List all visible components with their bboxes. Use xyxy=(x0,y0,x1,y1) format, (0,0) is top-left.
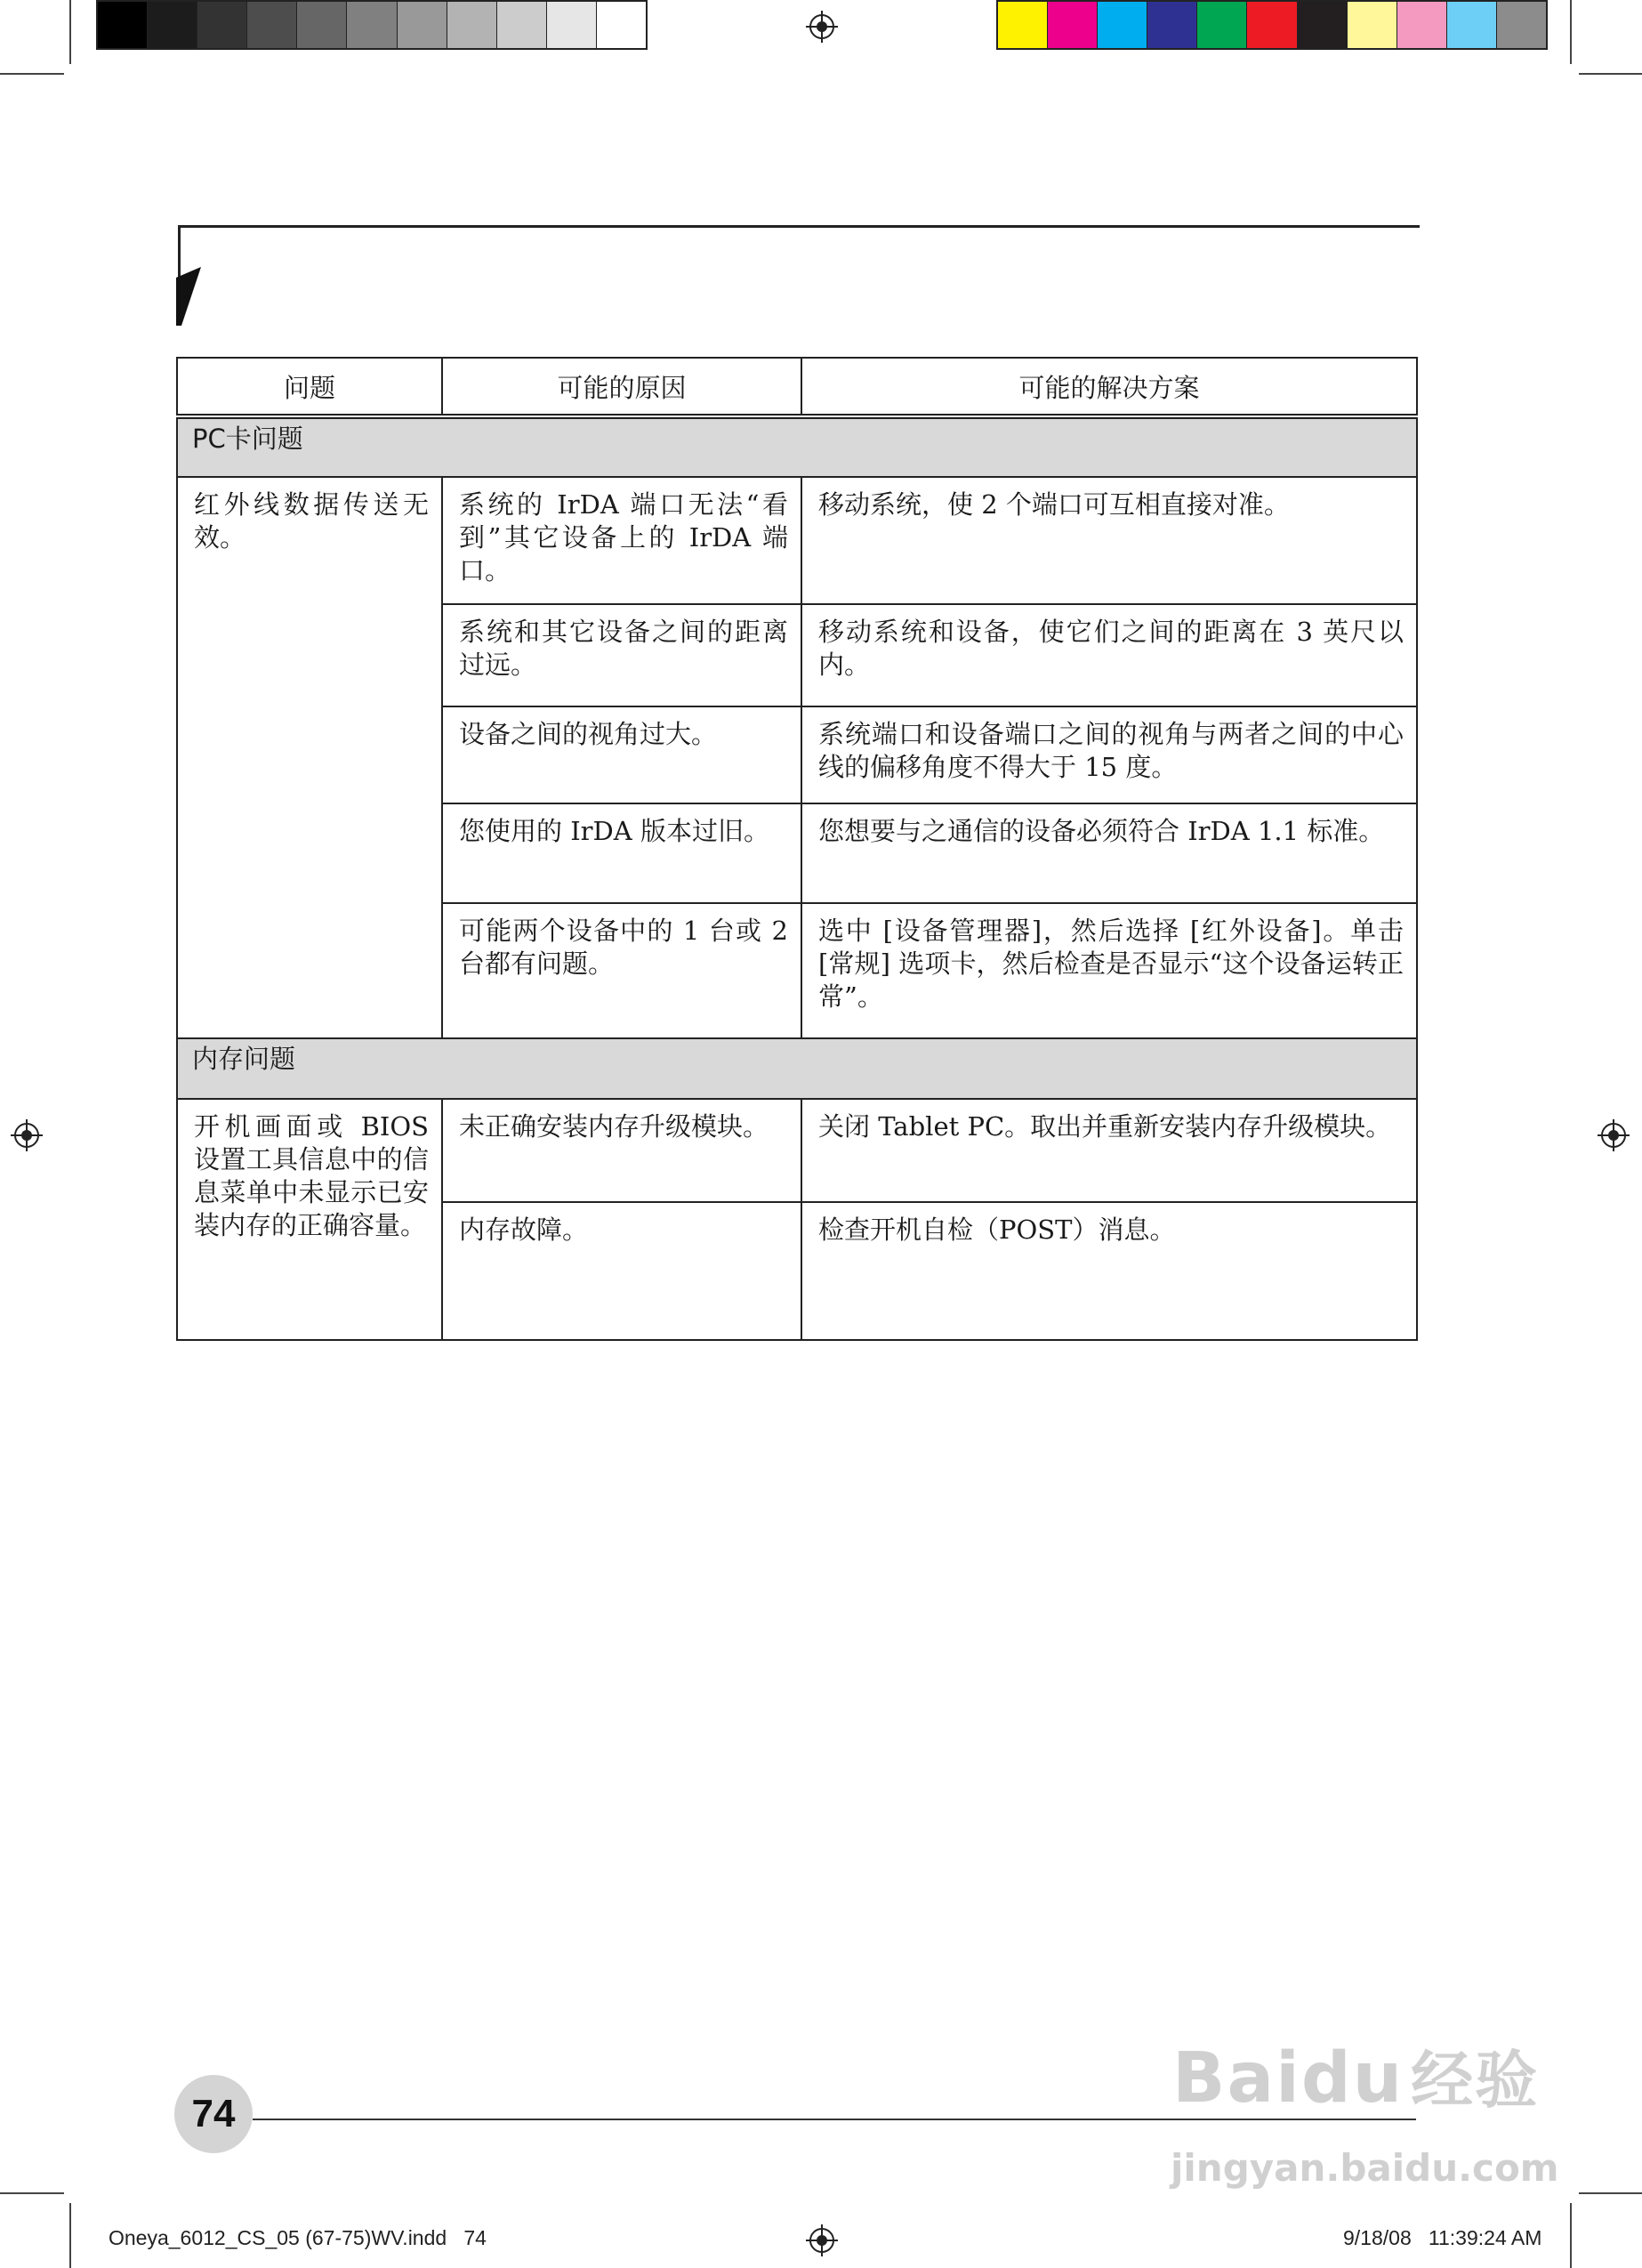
gray-swatch-3 xyxy=(197,2,247,48)
color-swatch-2 xyxy=(1048,2,1098,48)
section-row-pc-card xyxy=(177,416,1417,477)
solution-cell: 关闭 Tablet PC。取出并重新安装内存升级模块。 xyxy=(801,1099,1417,1202)
cause-cell: 内存故障。 xyxy=(442,1202,801,1340)
watermark-paw: du xyxy=(1300,2038,1405,2119)
watermark-brand: Bai xyxy=(1172,2038,1301,2119)
color-swatch-5 xyxy=(1197,2,1247,48)
problem-cell: 红外线数据传送无效。 xyxy=(177,477,442,1038)
color-swatch-7 xyxy=(1298,2,1348,48)
watermark-logo xyxy=(1172,2030,1539,2120)
process-color-bar xyxy=(996,0,1548,50)
registration-mark-icon xyxy=(806,11,838,43)
chapter-wedge-icon xyxy=(176,267,203,326)
crop-mark xyxy=(69,2203,71,2268)
grayscale-color-bar xyxy=(96,0,648,50)
gray-swatch-5 xyxy=(297,2,347,48)
color-swatch-9 xyxy=(1397,2,1447,48)
section-title: 内存问题 xyxy=(177,1038,1417,1099)
solution-cell: 移动系统和设备，使它们之间的距离在 3 英尺以内。 xyxy=(801,604,1417,706)
color-swatch-4 xyxy=(1147,2,1197,48)
table-header-row xyxy=(177,358,1417,416)
footer-file-name: Oneya_6012_CS_05 (67-75)WV.indd 74 xyxy=(109,2226,487,2249)
color-swatch-1 xyxy=(998,2,1048,48)
watermark-url: jingyan.baidu.com xyxy=(1171,2146,1559,2190)
cause-cell: 系统的 IrDA 端口无法“看到”其它设备上的 IrDA 端口。 xyxy=(442,477,801,604)
registration-mark-icon xyxy=(806,2224,838,2256)
crop-mark xyxy=(1579,73,1642,75)
header-rule xyxy=(178,225,1420,228)
problem-cell: 开机画面或 BIOS 设置工具信息中的信息菜单中未显示已安装内存的正确容量。 xyxy=(177,1099,442,1340)
cause-cell: 您使用的 IrDA 版本过旧。 xyxy=(442,803,801,903)
gray-swatch-9 xyxy=(497,2,547,48)
gray-swatch-1 xyxy=(98,2,148,48)
cause-cell: 设备之间的视角过大。 xyxy=(442,706,801,803)
cause-cell: 可能两个设备中的 1 台或 2 台都有问题。 xyxy=(442,903,801,1038)
page-number: 74 xyxy=(174,2075,253,2153)
registration-mark-icon xyxy=(11,1119,43,1151)
gray-swatch-10 xyxy=(547,2,597,48)
color-swatch-8 xyxy=(1348,2,1397,48)
troubleshooting-table xyxy=(176,357,1418,1341)
table-row xyxy=(177,477,1417,604)
solution-cell: 系统端口和设备端口之间的视角与两者之间的中心线的偏移角度不得大于 15 度。 xyxy=(801,706,1417,803)
table-row xyxy=(177,1099,1417,1202)
gray-swatch-11 xyxy=(597,2,646,48)
header-solution: 可能的解决方案 xyxy=(801,358,1417,416)
gray-swatch-4 xyxy=(247,2,297,48)
color-swatch-11 xyxy=(1497,2,1546,48)
crop-mark xyxy=(1570,2203,1572,2268)
crop-mark xyxy=(0,2192,64,2194)
gray-swatch-2 xyxy=(148,2,197,48)
crop-mark xyxy=(1579,2192,1642,2194)
crop-mark xyxy=(0,73,64,75)
gray-swatch-8 xyxy=(447,2,497,48)
solution-cell: 选中 [设备管理器]，然后选择 [红外设备]。单击 [常规] 选项卡，然后检查是否显示“这个设备运转正常”。 xyxy=(801,903,1417,1038)
crop-mark xyxy=(69,0,71,64)
crop-mark xyxy=(1570,0,1572,64)
cause-cell: 系统和其它设备之间的距离过远。 xyxy=(442,604,801,706)
gray-swatch-7 xyxy=(398,2,447,48)
cause-cell: 未正确安装内存升级模块。 xyxy=(442,1099,801,1202)
header-problem: 问题 xyxy=(177,358,442,416)
solution-cell: 检查开机自检（POST）消息。 xyxy=(801,1202,1417,1340)
watermark-suffix: 经验 xyxy=(1411,2044,1540,2117)
section-title: PC卡问题 xyxy=(177,416,1417,477)
footer-datetime: 9/18/08 11:39:24 AM xyxy=(1343,2226,1542,2249)
color-swatch-3 xyxy=(1098,2,1147,48)
section-row-memory xyxy=(177,1038,1417,1099)
color-swatch-10 xyxy=(1447,2,1497,48)
header-cause: 可能的原因 xyxy=(442,358,801,416)
solution-cell: 移动系统，使 2 个端口可互相直接对准。 xyxy=(801,477,1417,604)
solution-cell: 您想要与之通信的设备必须符合 IrDA 1.1 标准。 xyxy=(801,803,1417,903)
gray-swatch-6 xyxy=(347,2,397,48)
registration-mark-icon xyxy=(1598,1119,1630,1151)
color-swatch-6 xyxy=(1247,2,1297,48)
